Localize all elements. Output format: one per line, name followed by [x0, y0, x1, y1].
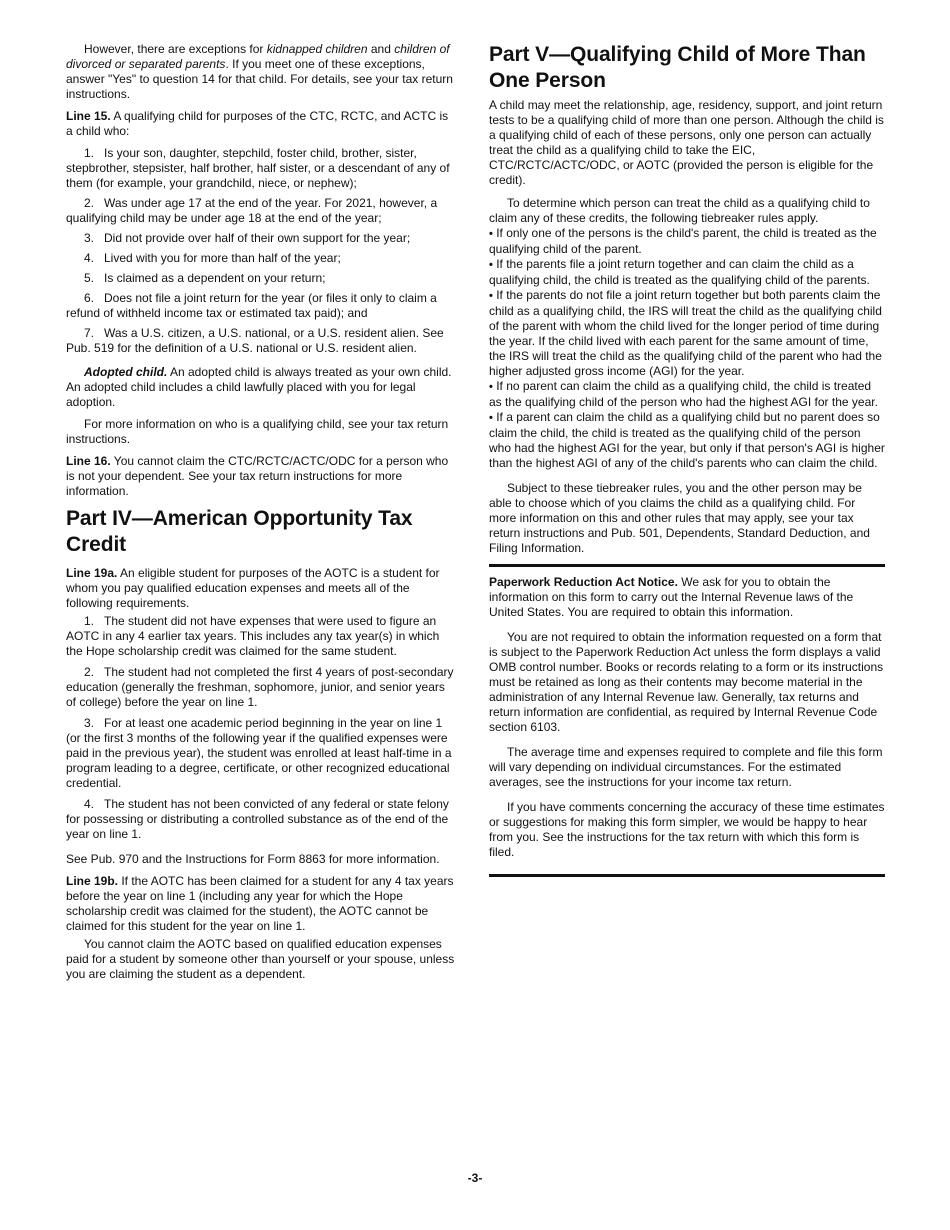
see-pub-970-paragraph: See Pub. 970 and the Instructions for Form 8863 for more information. [66, 852, 440, 866]
line-19a-item: 4. The student has not been convicted of any federal or state felony for possessing or distributing a controlled substance as of the end of the year on line 1. [66, 797, 449, 841]
exceptions-paragraph: However, there are exceptions for kidnapped children and children of divorced or separated parents. If you meet one of these exceptions, answer "Yes" to question 14 for that child. For details, see your tax return instructions. [66, 42, 453, 101]
bullet-icon: • [489, 259, 493, 271]
cannot-claim-paragraph: You cannot claim the AOTC based on qualified education expenses paid for a student by someone other than yourself or your spouse, unless you are claiming the student as a dependent. [66, 937, 455, 981]
tiebreaker-intro: To determine which person can treat the child as a qualifying child to claim any of these credits, the following tiebreaker rules apply. [489, 196, 870, 225]
bullet-icon: • [489, 290, 493, 302]
part-iv-heading: Part IV—American Opportunity Tax Credit [66, 507, 413, 556]
line-16-label: Line 16. [66, 454, 111, 468]
line-19a-label: Line 19a. [66, 566, 118, 580]
line-19b-label: Line 19b. [66, 874, 119, 888]
bullet-icon: • [489, 412, 493, 424]
line-15-item: 5. Is claimed as a dependent on your return; [84, 271, 326, 285]
tiebreaker-bullet: • If no parent can claim the child as a qualifying child, the child is treated as the qualifying child of the person who had the highest AGI for the year. [489, 379, 878, 409]
bullet-icon: • [489, 381, 493, 393]
paperwork-paragraph: The average time and expenses required to complete and file this form will vary depending on individual circumstances. For the estimated averages, see the instructions for your income tax return. [489, 745, 883, 789]
paperwork-notice-label: Paperwork Reduction Act Notice. [489, 575, 678, 589]
tiebreaker-bullet: • If the parents do not file a joint return together but both parents claim the child as a qualifying child, the IRS will treat the child as the qualifying child of the parent with whom the child lived for the longer period of time during the year. If the child lived with each parent for the same amount of time, the IRS will treat the child as the qualifying child of the parent who had the higher adjusted gross income (AGI) for the year. [489, 288, 882, 378]
right-column [489, 42, 885, 885]
section-divider [489, 564, 885, 567]
line-19a-item: 1. The student did not have expenses that were used to figure an AOTC in any 4 earlier tax years. This includes any tax year(s) in which the Hope scholarship credit was claimed for the same student. [66, 614, 440, 658]
line-15-label: Line 15. [66, 109, 111, 123]
line-15-item: 7. Was a U.S. citizen, a U.S. national, or a U.S. resident alien. See Pub. 519 for the definition of a U.S. national or U.S. resident alien. [66, 326, 444, 355]
line-19a-item: 2. The student had not completed the first 4 years of post-secondary education (generally the freshman, sophomore, junior, and senior years of college) before the year on line 1. [66, 665, 454, 709]
section-divider [489, 874, 885, 877]
adopted-child-label: Adopted child. [84, 365, 168, 379]
paperwork-paragraph: If you have comments concerning the accuracy of these time estimates or suggestions for making this form simpler, we would be happy to hear from you. See the instructions for the tax return with which this form is filed. [489, 800, 885, 859]
more-info-paragraph: For more information on who is a qualifying child, see your tax return instructions. [66, 417, 449, 446]
adopted-child-paragraph: Adopted child. An adopted child is always treated as your own child. An adopted child includes a child lawfully placed with you for legal adoption. [66, 365, 452, 409]
line-16-paragraph: Line 16. You cannot claim the CTC/RCTC/ACTC/ODC for a person who is not your dependent. See your tax return instructions for more information. [66, 454, 449, 498]
subject-to-paragraph: Subject to these tiebreaker rules, you and the other person may be able to choose which of you claims the child as a qualifying child. For more information on this and other rules that may apply, see your tax return instructions and Pub. 501, Dependents, Standard Deduction, and Filing Information. [489, 481, 870, 555]
tiebreaker-bullet: • If a parent can claim the child as a qualifying child but no parent does so claim the child, the child is treated as the qualifying child of the person who had the highest AGI for the year, but only if that person's AGI is higher than the highest AGI of any of the child's parents who can claim the child. [489, 410, 885, 470]
paperwork-paragraph: You are not required to obtain the information requested on a form that is subject to the Paperwork Reduction Act unless the form displays a valid OMB control number. Books or records relating to a form or its instructions must be retained as long as their contents may become material in the administration of any Internal Revenue law. Generally, tax returns and return information are confidential, as required by Internal Revenue Code section 6103. [489, 630, 884, 734]
line-15-item: 3. Did not provide over half of their own support for the year; [84, 231, 411, 245]
line-15-paragraph: Line 15. A qualifying child for purposes of the CTC, RCTC, and ACTC is a child who: [66, 109, 449, 138]
part-v-intro: A child may meet the relationship, age, residency, support, and joint return tests to be a qualifying child of more than one person. Although the child is a qualifying child of each of these persons, only one person can actually treat the child as a qualifying child to take the EIC, CTC/RCTC/ACTC/ODC, or AOTC (provided the person is eligible for the credit). [489, 98, 884, 187]
line-19a-paragraph: Line 19a. An eligible student for purposes of the AOTC is a student for whom you pay qualified education expenses and meets all of the following requirements. [66, 566, 440, 610]
left-column [66, 42, 458, 989]
line-15-item: 2. Was under age 17 at the end of the year. For 2021, however, a qualifying child may be under age 18 at the end of the year; [66, 196, 438, 225]
line-15-item: 4. Lived with you for more than half of the year; [84, 251, 341, 265]
part-v-heading: Part V—Qualifying Child of More Than One Person [489, 43, 866, 92]
line-15-item: 6. Does not file a joint return for the year (or files it only to claim a refund of withheld income tax or estimated tax paid); and [66, 291, 437, 320]
tiebreaker-bullet: • If only one of the persons is the child's parent, the child is treated as the qualifying child of the parent. [489, 226, 877, 256]
tiebreaker-bullet: • If the parents file a joint return together and can claim the child as a qualifying child, the child is treated as the qualifying child of the parents. [489, 257, 870, 287]
line-19a-item: 3. For at least one academic period beginning in the year on line 1 (or the first 3 months of the following year if the qualified expenses were paid in the previous year), the student was enrolled at least half-time in a program leading to a degree, certificate, or other recognized educational credential. [66, 716, 452, 790]
bullet-icon: • [489, 228, 493, 240]
paperwork-notice-paragraph: Paperwork Reduction Act Notice. We ask for you to obtain the information on this form to carry out the Internal Revenue laws of the United States. You are required to obtain this information. [489, 575, 854, 619]
line-19b-paragraph: Line 19b. If the AOTC has been claimed for a student for any 4 tax years before the year on line 1 (including any year for which the Hope scholarship credit was claimed for the student), the AOTC cannot be claimed for this student for the year on line 1. [66, 874, 454, 933]
line-15-item: 1. Is your son, daughter, stepchild, foster child, brother, sister, stepbrother, stepsister, half brother, half sister, or a descendant of any of them (for example, your grandchild, niece, or nephew); [66, 146, 450, 190]
page-number: -3- [467, 1171, 483, 1185]
